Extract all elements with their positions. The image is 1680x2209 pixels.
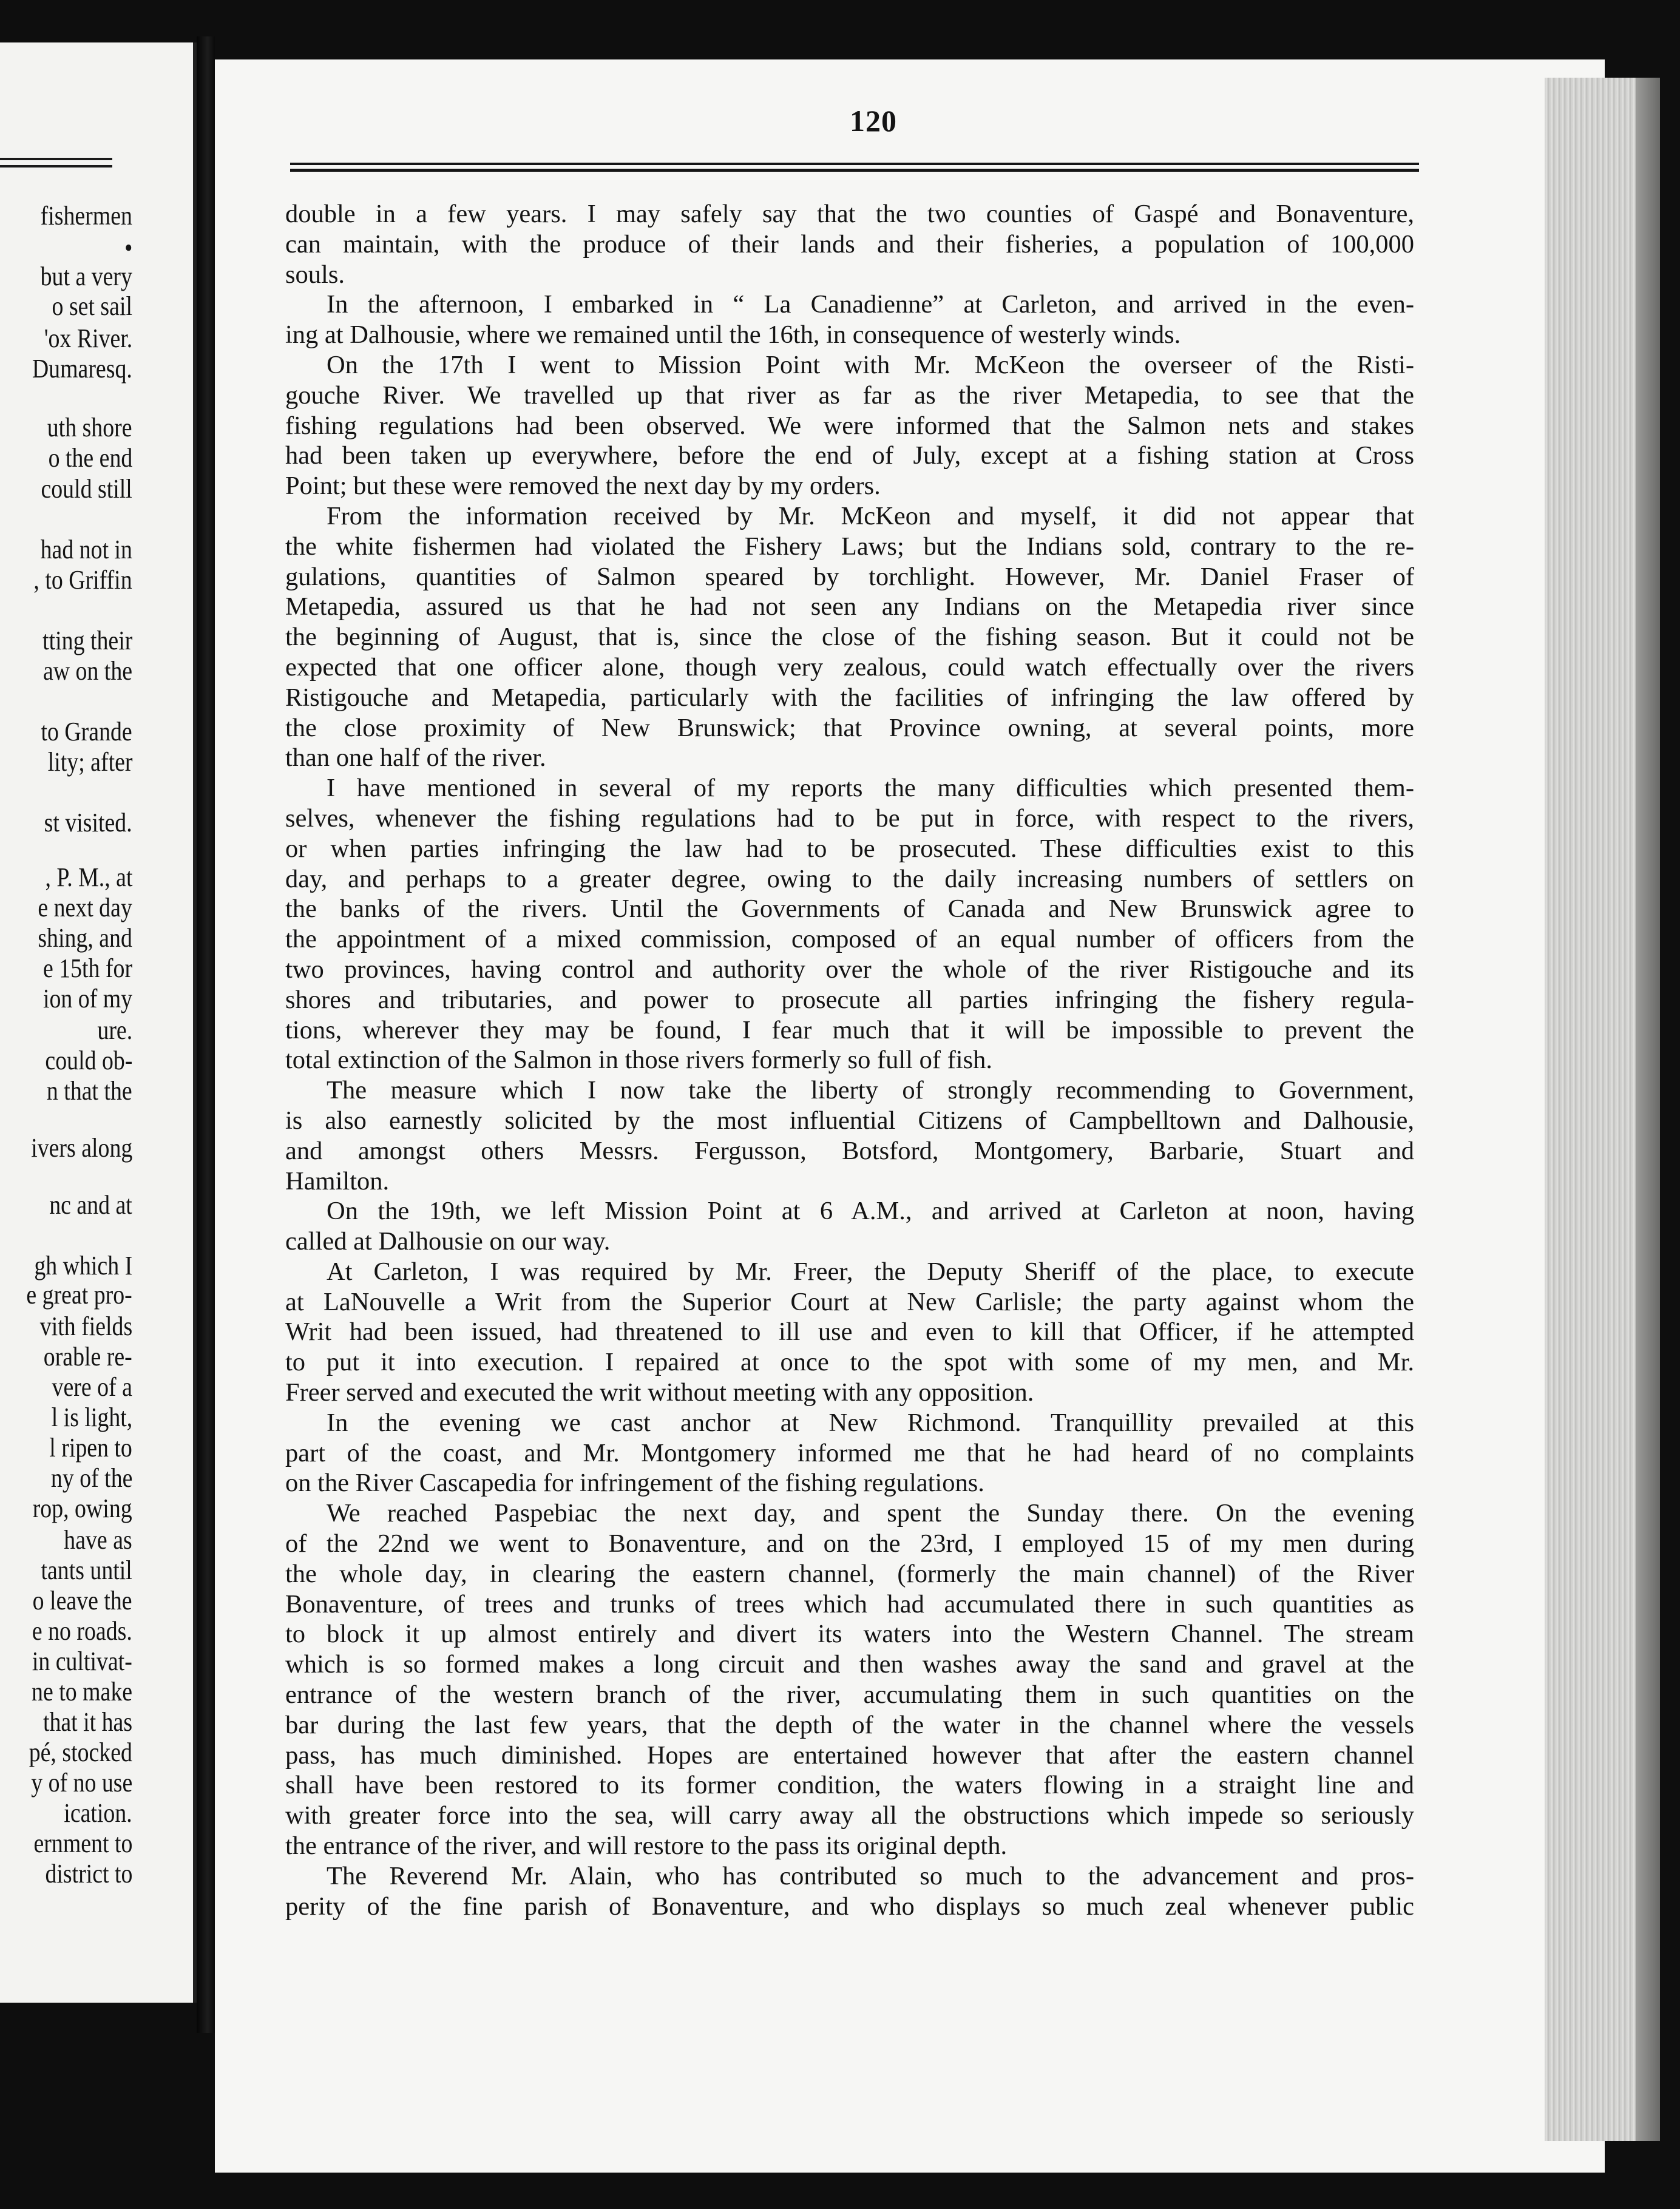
text-line: day, and perhaps to a greater degree, owing to the daily increasing numbers of settlers on (285, 864, 1414, 893)
text-line: The measure which I now take the liberty of strongly recommending to Government, (327, 1076, 1414, 1105)
facing-page-line: 'ox River. (44, 323, 132, 353)
facing-page-line: to Grande (41, 717, 132, 746)
facing-page-line: but a very (40, 262, 132, 291)
facing-page-line: ure. (97, 1015, 132, 1045)
facing-page-line: tting their (42, 626, 132, 655)
facing-page-line: could still (41, 474, 132, 504)
text-line: shores and tributaries, and power to prosecute all parties infringing the fishery regula- (285, 985, 1414, 1014)
text-line: shall have been restored to its former condition, the waters flowing in a straight line and (285, 1771, 1414, 1800)
facing-page-line: nc and at (49, 1190, 132, 1220)
text-line: entrance of the western branch of the river, accumulating them in such quantities on the (285, 1680, 1414, 1710)
text-line: Point; but these were removed the next day by my orders. (285, 472, 881, 501)
facing-page-line: gh which I (34, 1251, 132, 1280)
facing-page-line: e 15th for (42, 953, 132, 983)
text-line: to put it into execution. I repaired at once to the spot with some of my men, and Mr. (285, 1348, 1414, 1377)
facing-page-line: uth shore (47, 413, 132, 442)
text-line: the whole day, in clearing the eastern channel, (formerly the main channel) of the River (285, 1559, 1414, 1588)
text-line: is also earnestly solicited by the most influential Citizens of Campbelltown and Dalhousie, (285, 1106, 1414, 1135)
book-spine (197, 36, 215, 2033)
text-line: souls. (285, 260, 345, 289)
text-line: which is so formed makes a long circuit and then washes away the sand and gravel at the (285, 1650, 1414, 1679)
facing-page-line: • (124, 233, 132, 263)
text-line: pass, has much diminished. Hopes are entertained however that after the eastern channel (285, 1740, 1414, 1770)
facing-page-line: ernment to (33, 1828, 132, 1858)
text-line: the beginning of August, that is, since the close of the fishing season. But it could not be (285, 623, 1414, 652)
text-line: perity of the fine parish of Bonaventure, and who displays so much zeal whenever public (285, 1892, 1414, 1921)
facing-page-line: fishermen (40, 201, 132, 231)
facing-page-line: ion of my (42, 984, 132, 1013)
text-line: and amongst others Messrs. Fergusson, Botsford, Montgomery, Barbarie, Stuart and (285, 1136, 1414, 1165)
facing-page-line: district to (45, 1859, 132, 1889)
text-line: Bonaventure, of trees and trunks of trees which had accumulated there in such quantities as (285, 1589, 1414, 1619)
text-line: can maintain, with the produce of their lands and their fisheries, a population of 100,000 (285, 229, 1414, 259)
facing-page-line: l is light, (51, 1402, 132, 1432)
text-line: had been taken up everywhere, before the end of July, except at a fishing station at Cross (285, 441, 1414, 470)
facing-page-line: , P. M., at (44, 862, 132, 892)
text-line: two provinces, having control and authority over the whole of the river Ristigouche and its (285, 955, 1414, 984)
facing-page-line: l ripen to (49, 1433, 132, 1463)
facing-page-line: o set sail (52, 291, 132, 321)
page-number: 120 (850, 104, 897, 138)
page-edges (1545, 78, 1660, 2141)
facing-page-line: ny of the (50, 1463, 132, 1493)
facing-page-rule (0, 165, 112, 167)
text-line: the entrance of the river, and will restore to the pass its original depth. (285, 1832, 1008, 1861)
facing-page-line: aw on the (42, 656, 132, 686)
facing-page-line: e next day (38, 893, 132, 922)
text-line: Writ had been issued, had threatened to ill use and even to kill that Officer, if he attempted (285, 1318, 1414, 1347)
facing-page-line: had not in (40, 535, 132, 564)
text-line: On the 17th I went to Mission Point with Mr. McKeon the overseer of the Risti- (327, 350, 1414, 379)
facing-page-line: have as (64, 1525, 132, 1555)
text-line: At Carleton, I was required by Mr. Freer, the Deputy Sheriff of the place, to execute (327, 1257, 1414, 1286)
text-line: On the 19th, we left Mission Point at 6 A.M., and arrived at Carleton at noon, having (327, 1197, 1414, 1226)
facing-page-line: e no roads. (32, 1616, 132, 1646)
facing-page-line: ivers along (30, 1133, 132, 1163)
text-line: of the 22nd we went to Bonaventure, and on the 23rd, I employed 15 of my men during (285, 1529, 1414, 1558)
facing-page-line: e great pro- (26, 1280, 132, 1310)
text-line: Freer served and executed the writ without meeting with any opposition. (285, 1378, 1034, 1407)
text-line: gulations, quantities of Salmon speared by torchlight. However, Mr. Daniel Fraser of (285, 562, 1414, 591)
facing-page-line: n that the (47, 1076, 132, 1106)
text-line: selves, whenever the fishing regulations had to be put in force, with respect to the rivers, (285, 803, 1414, 833)
facing-page-rule (0, 158, 112, 160)
facing-page-line: o leave the (33, 1586, 132, 1615)
text-line: expected that one officer alone, though very zealous, could watch effectually over the rivers (285, 652, 1414, 682)
text-line: than one half of the river. (285, 743, 546, 773)
facing-page-line: tants until (41, 1555, 132, 1585)
text-line: with greater force into the sea, will carry away all the obstructions which impede so seriously (285, 1801, 1414, 1830)
text-line: We reached Paspebiac the next day, and spent the Sunday there. On the evening (327, 1499, 1414, 1528)
facing-page-line: vere of a (52, 1372, 132, 1402)
text-line: the banks of the rivers. Until the Governments of Canada and New Brunswick agree to (285, 895, 1414, 924)
facing-page-line: rop, owing (33, 1494, 132, 1523)
facing-page-line: ication. (64, 1798, 132, 1828)
text-line: part of the coast, and Mr. Montgomery informed me that he had heard of no complaints (285, 1438, 1414, 1467)
header-rule (290, 163, 1419, 171)
facing-page-line: vith fields (39, 1311, 132, 1341)
text-line: total extinction of the Salmon in those rivers formerly so full of fish. (285, 1046, 992, 1075)
facing-page-line: shing, and (38, 923, 132, 953)
text-line: tions, wherever they may be found, I fear much that it will be impossible to prevent the (285, 1015, 1414, 1044)
facing-page-line: st visited. (44, 808, 132, 837)
facing-page-fragment (0, 42, 197, 2003)
text-line: the appointment of a mixed commission, composed of an equal number of officers from the (285, 925, 1414, 954)
text-line: gouche River. We travelled up that river as far as the river Metapedia, to see that the (285, 381, 1414, 410)
facing-page-line: orable re- (43, 1342, 132, 1372)
text-line: In the afternoon, I embarked in “ La Canadienne” at Carleton, and arrived in the even- (327, 290, 1414, 319)
text-line: I have mentioned in several of my reports the many difficulties which presented them- (327, 774, 1414, 803)
text-line: to block it up almost entirely and divert its waters into the Western Channel. The stream (285, 1620, 1414, 1649)
text-line: or when parties infringing the law had to be prosecuted. These difficulties exist to this (285, 834, 1414, 863)
text-line: From the information received by Mr. McKeon and myself, it did not appear that (327, 501, 1414, 530)
facing-page-line: could ob- (45, 1046, 132, 1075)
facing-page-line: Dumaresq. (32, 354, 132, 384)
facing-page-line: ne to make (31, 1677, 132, 1707)
text-line: Ristigouche and Metapedia, particularly with the facilities of infringing the law offered by (285, 683, 1414, 712)
text-line: on the River Cascapedia for infringement of the fishing regulations. (285, 1469, 984, 1498)
facing-page-line: o the end (48, 443, 132, 473)
facing-page-line: in cultivat- (32, 1646, 132, 1676)
facing-page-line: that it has (42, 1707, 132, 1737)
text-line: In the evening we cast anchor at New Richmond. Tranquillity prevailed at this (327, 1408, 1414, 1437)
text-line: fishing regulations had been observed. We were informed that the Salmon nets and stakes (285, 411, 1414, 440)
text-line: Metapedia, assured us that he had not seen any Indians on the Metapedia river since (285, 592, 1414, 621)
body-text (285, 199, 1414, 1921)
text-line: ing at Dalhousie, where we remained until the 16th, in consequence of westerly winds. (285, 320, 1181, 350)
text-line: called at Dalhousie on our way. (285, 1227, 611, 1256)
text-line: bar during the last few years, that the depth of the water in the channel where the vessels (285, 1710, 1414, 1739)
facing-page-line: lity; after (47, 747, 132, 777)
text-line: at LaNouvelle a Writ from the Superior Court at New Carlisle; the party against whom the (285, 1287, 1414, 1316)
text-line: The Reverend Mr. Alain, who has contributed so much to the advancement and pros- (327, 1861, 1414, 1890)
text-line: the white fishermen had violated the Fishery Laws; but the Indians sold, contrary to the re- (285, 532, 1414, 561)
facing-page-line: pé, stocked (29, 1737, 132, 1767)
text-line: the close proximity of New Brunswick; that Province owning, at several points, more (285, 713, 1414, 742)
text-line: double in a few years. I may safely say that the two counties of Gaspé and Bonaventure, (285, 200, 1414, 228)
facing-page-line: y of no use (30, 1768, 132, 1798)
facing-page-line: , to Griffin (33, 565, 132, 595)
text-line: Hamilton. (285, 1166, 390, 1196)
